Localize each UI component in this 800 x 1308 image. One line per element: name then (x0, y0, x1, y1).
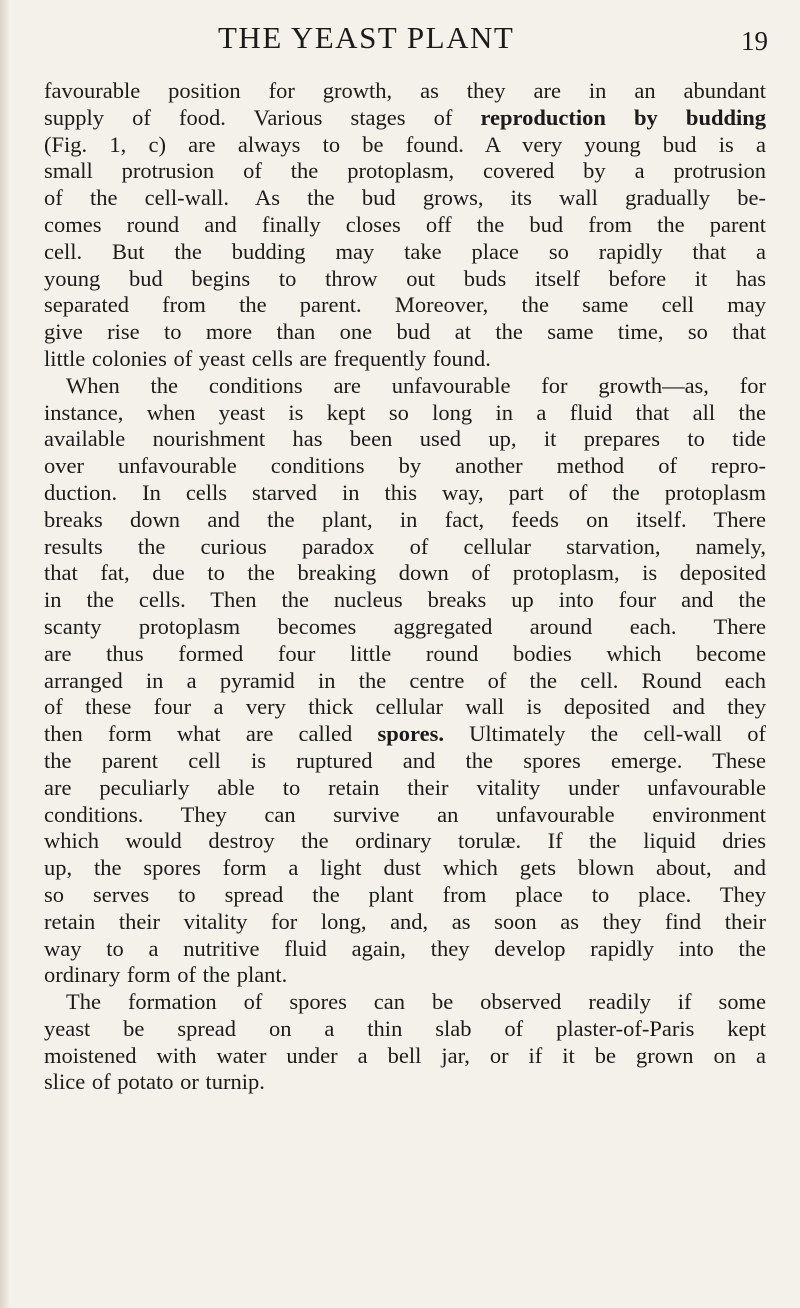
text-line: arranged in a pyramid in the centre of the cell. Round each (44, 667, 766, 693)
text-line: yeast be spread on a thin slab of plaster-of-Paris kept (44, 1015, 766, 1041)
text-line: instance, when yeast is kept so long in a fluid that all the (44, 399, 766, 425)
text-line: results the curious paradox of cellular starvation, namely, (44, 533, 766, 559)
paragraph-budding (44, 78, 766, 373)
text-line: young bud begins to throw out buds itself before it has (44, 265, 766, 291)
text-line: When the conditions are unfavourable for growth—as, for (66, 372, 766, 398)
text-line: conditions. They can survive an unfavourable environment (44, 801, 766, 827)
text-line: moistened with water under a bell jar, or if it be grown on a (44, 1042, 766, 1068)
text-line: small protrusion of the protoplasm, covered by a protrusion (44, 158, 766, 184)
text-line: over unfavourable conditions by another method of repro- (44, 453, 766, 479)
text-line: cell. But the budding may take place so rapidly that a (44, 238, 766, 264)
page-number: 19 (741, 26, 768, 56)
text-line: are peculiarly able to retain their vitality under unfavourable (44, 774, 766, 800)
text-line: ordinary form of the plant. (44, 962, 288, 988)
paragraph-observation (44, 989, 766, 1096)
running-head (0, 20, 800, 60)
text-line: in the cells. Then the nucleus breaks up into four and the (44, 587, 766, 613)
text-line: of these four a very thick cellular wall is deposited and they (44, 694, 766, 720)
text-line: so serves to spread the plant from place to place. They (44, 881, 766, 907)
binding-edge (0, 0, 10, 1308)
text-line: comes round and finally closes off the bud from the parent (44, 211, 766, 237)
text-line: scanty protoplasm becomes aggregated around each. There (44, 613, 766, 639)
text-line: give rise to more than one bud at the same time, so that (44, 319, 766, 345)
text-line: favourable position for growth, as they are in an abundant (44, 78, 766, 103)
emphasized-term: reproduction by budding (480, 104, 766, 130)
text-line: little colonies of yeast cells are frequently found. (44, 345, 491, 371)
text-line: breaks down and the plant, in fact, feeds on itself. There (44, 506, 766, 532)
text-line: retain their vitality for long, and, as soon as they find their (44, 908, 766, 934)
body-text (44, 78, 766, 1096)
running-head-title: THE YEAST PLANT (218, 20, 515, 55)
text-line: slice of potato or turnip. (44, 1069, 265, 1095)
text-line: (Fig. 1, c) are always to be found. A very young bud is a (44, 131, 766, 157)
text-line: of the cell-wall. As the bud grows, its wall gradually be- (44, 185, 766, 211)
text-line: duction. In cells starved in this way, part of the protoplasm (44, 479, 766, 505)
text-line: the parent cell is ruptured and the spores emerge. These (44, 747, 766, 773)
text-line: that fat, due to the breaking down of protoplasm, is deposited (44, 560, 766, 586)
text-line: then form what are called spores. Ultimately the cell-wall of (44, 721, 766, 747)
text-line: supply of food. Various stages of reproduction by budding (44, 104, 766, 130)
text-line: separated from the parent. Moreover, the same cell may (44, 292, 766, 318)
text-line: The formation of spores can be observed readily if some (66, 989, 766, 1015)
paragraph-spores (44, 373, 766, 989)
text-line: available nourishment has been used up, it prepares to tide (44, 426, 766, 452)
text-line: which would destroy the ordinary torulæ. If the liquid dries (44, 828, 766, 854)
text-line: are thus formed four little round bodies which become (44, 640, 766, 666)
text-line: way to a nutritive fluid again, they develop rapidly into the (44, 935, 766, 961)
text-line: up, the spores form a light dust which gets blown about, and (44, 855, 766, 881)
emphasized-term: spores. (377, 721, 444, 747)
